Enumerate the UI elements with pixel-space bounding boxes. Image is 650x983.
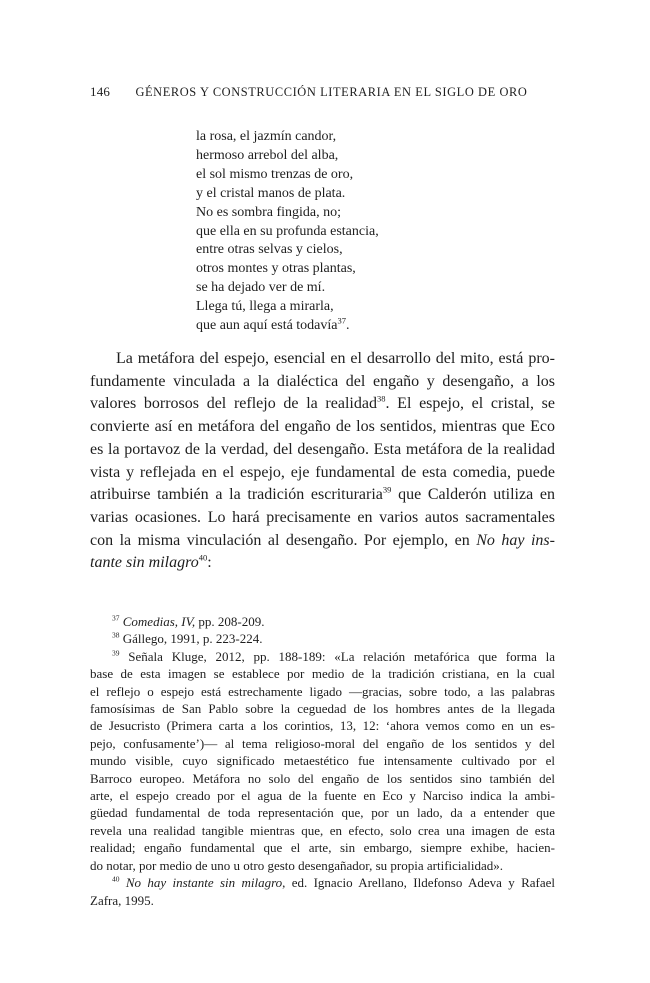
paragraph-line: fundamente vinculada a la dialéctica del engaño y desengaño, a los bbox=[90, 372, 555, 390]
footnote-40 bbox=[90, 874, 555, 909]
paragraph-line bbox=[90, 393, 555, 416]
footnote-number: 37 bbox=[112, 613, 120, 623]
running-title: GÉNEROS Y CONSTRUCCIÓN LITERARIA EN EL SIGLO DE ORO bbox=[135, 85, 528, 99]
footnote-line: de Jesucristo (Primera carta a los corintios, 13, 12: ‘ahora vemos como en un es- bbox=[90, 718, 555, 734]
footnote-line bbox=[90, 630, 555, 647]
footnote-citation: Comedias, IV, bbox=[122, 614, 196, 629]
paragraph-line: convierte así en metáfora del engaño de los sentidos, mientras que Eco bbox=[90, 418, 555, 436]
footnote-line: mundo visible, cuyo significado metaestético fue intensamente cultivado por el bbox=[90, 753, 555, 769]
paragraph-text: que Calderón utiliza en bbox=[391, 486, 555, 504]
footnote-number: 39 bbox=[112, 648, 120, 658]
verse-line: el sol mismo trenzas de oro, bbox=[196, 166, 354, 182]
verse-line: hermoso arrebol del alba, bbox=[196, 147, 339, 163]
footnote-ref-38[interactable]: 38 bbox=[376, 394, 386, 405]
paragraph-text: . El espejo, el cristal, se bbox=[385, 395, 556, 413]
footnote-line: arte, el espejo creado por el agua de la fuente en Eco y Narciso indica la ambi- bbox=[90, 788, 555, 804]
verse-quotation bbox=[196, 128, 379, 336]
paragraph-line bbox=[90, 530, 555, 553]
paragraph-text: atribuirse también a la tradición escrituraria bbox=[90, 486, 383, 504]
verse-line: Llega tú, llega a mirarla, bbox=[196, 299, 334, 315]
footnote-citation: No hay instante sin milagro bbox=[125, 875, 283, 891]
footnote-ref-39[interactable]: 39 bbox=[382, 484, 392, 495]
footnote-line: el reflejo o espejo está estrechamente ligado —gracias, sobre todo, a las palabras bbox=[90, 683, 555, 699]
footnote-line bbox=[90, 648, 555, 665]
footnote-37 bbox=[90, 613, 555, 630]
paragraph-line bbox=[90, 484, 555, 507]
footnote-line: Barroco europeo. Metáfora no solo del engaño de los sentidos sino también del bbox=[90, 770, 555, 786]
verse-line: la rosa, el jazmín candor, bbox=[196, 129, 337, 144]
footnote-number: 38 bbox=[112, 631, 120, 641]
work-title: No hay ins- bbox=[476, 531, 555, 549]
paragraph-line: varias ocasiones. Lo hará precisamente en varios autos sacramentales bbox=[90, 508, 555, 526]
footnote-line bbox=[90, 874, 555, 891]
paragraph-line: es la portavoz de la verdad, del desengaño. Esta metáfora de la realidad bbox=[90, 440, 555, 458]
footnote-ref-37[interactable]: 37 bbox=[337, 315, 347, 326]
footnote-text: pp. 208-209. bbox=[195, 614, 265, 629]
footnotes bbox=[90, 613, 555, 909]
footnote-line: base de esta imagen se establece por medio de la tradición cristiana, en la cual bbox=[90, 666, 555, 682]
work-title: tante sin milagro bbox=[90, 554, 199, 572]
footnote-line: pejo, confusamente’)— al tema religioso-moral del engaño de los sentidos y del bbox=[90, 735, 555, 751]
verse-line: que aun aquí está todavía$^{37}$. bbox=[196, 315, 350, 334]
footnote-line: revela una realidad tangible mientras que, en efecto, solo crea una imagen de esta bbox=[90, 822, 555, 838]
footnote-39 bbox=[90, 648, 555, 874]
footnote-38 bbox=[90, 630, 555, 647]
footnote-number: 40 bbox=[112, 874, 120, 884]
body-paragraph bbox=[90, 348, 555, 575]
paragraph-line bbox=[90, 552, 555, 575]
footnote-line: realidad; engaño fundamental que el arte, sin embargo, siempre exhibe, hacien- bbox=[90, 840, 555, 856]
footnote-line: güedad fundamental de toda representación que, por un lado, da a entender que bbox=[90, 805, 555, 821]
footnote-text: Gállego, 1991, p. 223-224. bbox=[119, 631, 263, 647]
footnote-text: , ed. Ignacio Arellano, Ildefonso Adeva y Rafael bbox=[282, 875, 556, 891]
verse-line: otros montes y otras plantas, bbox=[196, 261, 356, 277]
paragraph-text: valores borrosos del reflejo de la realidad bbox=[90, 395, 377, 413]
verse-line-text: que aun aquí está todavía bbox=[196, 318, 338, 334]
footnote-line: famosísimas de San Pablo sobre la ceguedad de los hombres antes de la llegada bbox=[90, 701, 555, 717]
verse-line: se ha dejado ver de mí. bbox=[196, 280, 326, 296]
footnote-ref-40[interactable]: 40 bbox=[198, 553, 208, 563]
paragraph-line: La metáfora del espejo, esencial en el desarrollo del mito, está pro- bbox=[116, 350, 555, 367]
verse-line: No es sombra fingida, no; bbox=[196, 204, 342, 220]
footnote-text: Señala Kluge, 2012, pp. 188-189: «La relación metafórica que forma la bbox=[119, 648, 555, 664]
page-number: 146 bbox=[90, 84, 111, 99]
paragraph-text: : bbox=[207, 554, 212, 572]
paragraph-line: vista y reflejada en el espejo, eje fundamental de esta comedia, puede bbox=[90, 463, 555, 481]
footnote-line: do notar, por medio de uno u otro gesto desengañador, su propia artificialidad». bbox=[90, 857, 504, 873]
footnote-line bbox=[90, 613, 555, 630]
running-header bbox=[90, 84, 560, 100]
verse-line: que ella en su profunda estancia, bbox=[196, 223, 379, 239]
paragraph-text: con la misma vinculación al desengaño. Por ejemplo, en bbox=[90, 531, 477, 549]
footnote-line: Zafra, 1995. bbox=[90, 892, 154, 908]
verse-line: y el cristal manos de plata. bbox=[196, 185, 346, 201]
verse-line: entre otras selvas y cielos, bbox=[196, 242, 343, 258]
